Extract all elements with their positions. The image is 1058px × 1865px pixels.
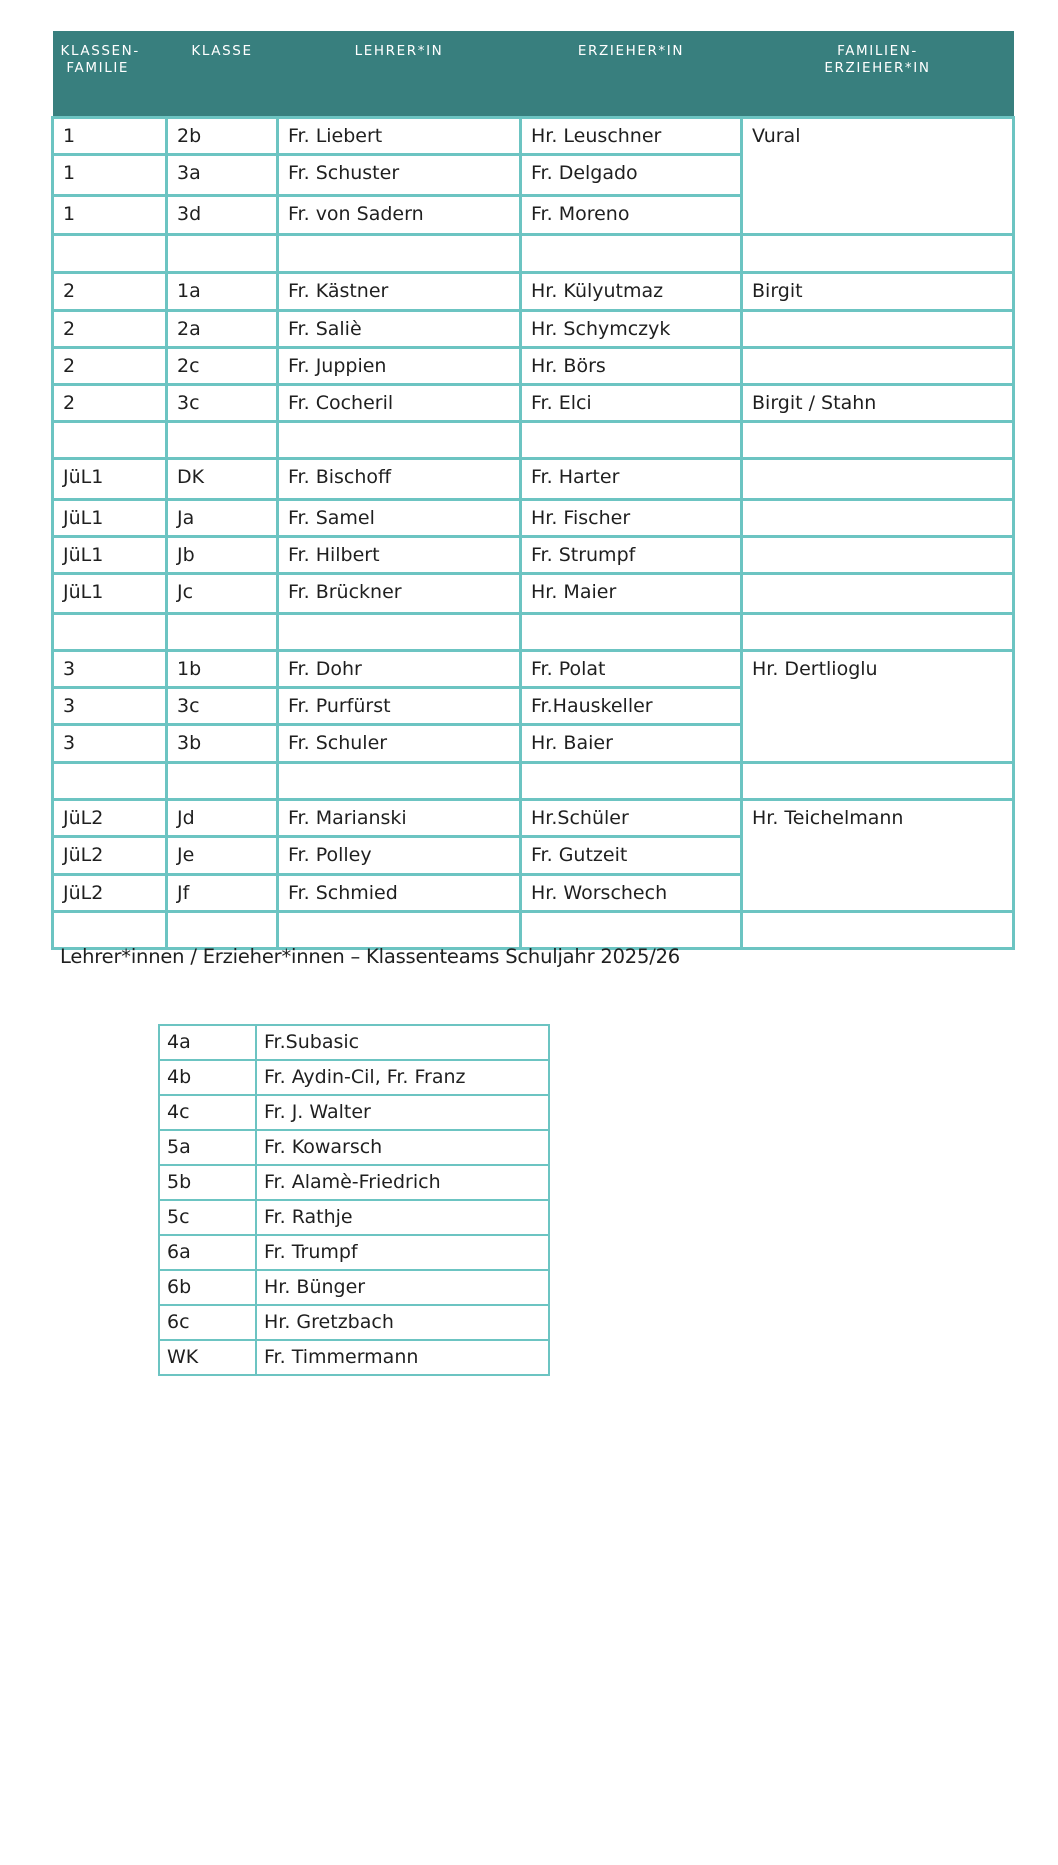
cell-familienerzieher: Hr. Dertlioglu (742, 651, 1014, 763)
cell-klasse: 3c (167, 385, 278, 422)
cell-familie: 2 (53, 311, 167, 348)
spacer-row (53, 912, 1014, 949)
cell-familienerzieher (742, 311, 1014, 348)
table-row (53, 537, 1014, 574)
cell-familie (53, 763, 167, 800)
table-row (53, 800, 1014, 837)
cell-klasse (167, 763, 278, 800)
cell-lehrer: Fr. Timmermann (256, 1340, 549, 1375)
header-lehrer: LEHRER*IN (278, 31, 521, 118)
cell-familie: 2 (53, 348, 167, 385)
cell-familie (53, 912, 167, 949)
cell-familienerzieher (742, 763, 1014, 800)
cell-erzieher: Hr.Schüler (521, 800, 742, 837)
cell-klasse (167, 235, 278, 273)
cell-familie (53, 422, 167, 459)
cell-lehrer: Fr. Juppien (278, 348, 521, 385)
table-row (53, 500, 1014, 537)
cell-klasse: DK (167, 459, 278, 500)
cell-familie (53, 614, 167, 651)
cell-klasse: Je (167, 837, 278, 875)
cell-erzieher (521, 235, 742, 273)
table-row (53, 459, 1014, 500)
cell-familie: 3 (53, 725, 167, 763)
side-table-row (159, 1130, 549, 1165)
cell-familienerzieher (742, 235, 1014, 273)
side-table-row (159, 1340, 549, 1375)
cell-lehrer (278, 614, 521, 651)
cell-erzieher: Hr. Baier (521, 725, 742, 763)
table-body (53, 118, 1014, 949)
spacer-row (53, 763, 1014, 800)
cell-lehrer: Fr. Marianski (278, 800, 521, 837)
cell-familie: JüL1 (53, 459, 167, 500)
cell-klasse: 4b (159, 1060, 256, 1095)
table-row (53, 574, 1014, 614)
cell-erzieher: Fr. Polat (521, 651, 742, 688)
cell-lehrer: Fr. Schuler (278, 725, 521, 763)
cell-erzieher: Hr. Worschech (521, 875, 742, 912)
cell-familie: 1 (53, 196, 167, 235)
cell-klasse: Jb (167, 537, 278, 574)
side-table-row (159, 1025, 549, 1060)
side-table-body (159, 1025, 549, 1375)
cell-erzieher: Fr. Harter (521, 459, 742, 500)
cell-erzieher: Hr. Börs (521, 348, 742, 385)
cell-klasse: Jd (167, 800, 278, 837)
table-row (53, 651, 1014, 688)
cell-familie: JüL1 (53, 500, 167, 537)
cell-erzieher: Fr.Hauskeller (521, 688, 742, 725)
class-teams-table (51, 31, 1015, 950)
cell-klasse: Jf (167, 875, 278, 912)
cell-erzieher: Hr. Fischer (521, 500, 742, 537)
cell-lehrer: Fr. Bischoff (278, 459, 521, 500)
header-familienerzieher: FAMILIEN- ERZIEHER*IN (742, 31, 1014, 118)
cell-lehrer (278, 235, 521, 273)
cell-familienerzieher (742, 459, 1014, 500)
cell-klasse: 2a (167, 311, 278, 348)
cell-familienerzieher: Vural (742, 118, 1014, 235)
cell-familie: JüL2 (53, 875, 167, 912)
cell-familienerzieher: Hr. Teichelmann (742, 800, 1014, 912)
cell-lehrer: Fr. Samel (278, 500, 521, 537)
cell-erzieher: Fr. Moreno (521, 196, 742, 235)
side-table-row (159, 1270, 549, 1305)
cell-klasse: 3b (167, 725, 278, 763)
cell-klasse: Jc (167, 574, 278, 614)
cell-lehrer: Fr. Trumpf (256, 1235, 549, 1270)
side-table-row (159, 1305, 549, 1340)
cell-familienerzieher (742, 912, 1014, 949)
cell-klasse: 1b (167, 651, 278, 688)
cell-erzieher (521, 422, 742, 459)
cell-familienerzieher (742, 500, 1014, 537)
spacer-row (53, 235, 1014, 273)
cell-familie: JüL1 (53, 537, 167, 574)
cell-klasse: 2b (167, 118, 278, 155)
table-header-row (53, 31, 1014, 118)
spacer-row (53, 614, 1014, 651)
cell-lehrer: Hr. Gretzbach (256, 1305, 549, 1340)
cell-klasse (167, 912, 278, 949)
cell-erzieher: Hr. Schymczyk (521, 311, 742, 348)
cell-klasse: 1a (167, 273, 278, 311)
cell-erzieher: Fr. Delgado (521, 155, 742, 196)
cell-klasse: 6c (159, 1305, 256, 1340)
spacer-row (53, 422, 1014, 459)
cell-klasse: 5a (159, 1130, 256, 1165)
side-table-row (159, 1200, 549, 1235)
cell-erzieher: Hr. Maier (521, 574, 742, 614)
cell-erzieher: Hr. Külyutmaz (521, 273, 742, 311)
cell-familienerzieher: Birgit / Stahn (742, 385, 1014, 422)
side-table-row (159, 1235, 549, 1270)
cell-familie: 3 (53, 688, 167, 725)
cell-erzieher (521, 763, 742, 800)
cell-klasse: 4c (159, 1095, 256, 1130)
cell-erzieher: Fr. Elci (521, 385, 742, 422)
cell-klasse: 3c (167, 688, 278, 725)
cell-familie: 1 (53, 118, 167, 155)
cell-familie: 1 (53, 155, 167, 196)
cell-familie: 2 (53, 385, 167, 422)
table-row (53, 118, 1014, 155)
table-row (53, 273, 1014, 311)
cell-lehrer: Fr. Rathje (256, 1200, 549, 1235)
cell-lehrer: Fr. Kästner (278, 273, 521, 311)
cell-klasse: 3d (167, 196, 278, 235)
cell-lehrer: Fr. Cocheril (278, 385, 521, 422)
cell-klasse: 5b (159, 1165, 256, 1200)
header-erzieher: ERZIEHER*IN (521, 31, 742, 118)
cell-lehrer: Hr. Bünger (256, 1270, 549, 1305)
cell-klasse: 6a (159, 1235, 256, 1270)
cell-lehrer: Fr.Subasic (256, 1025, 549, 1060)
cell-lehrer (278, 763, 521, 800)
cell-erzieher: Hr. Leuschner (521, 118, 742, 155)
cell-lehrer: Fr. Purfürst (278, 688, 521, 725)
table-row (53, 348, 1014, 385)
side-table-row (159, 1165, 549, 1200)
cell-familie: JüL2 (53, 800, 167, 837)
cell-klasse (167, 614, 278, 651)
table-row (53, 385, 1014, 422)
cell-familie (53, 235, 167, 273)
cell-klasse: 3a (167, 155, 278, 196)
cell-familienerzieher (742, 614, 1014, 651)
cell-familie: JüL1 (53, 574, 167, 614)
cell-klasse (167, 422, 278, 459)
side-table-row (159, 1060, 549, 1095)
cell-lehrer: Fr. Liebert (278, 118, 521, 155)
cell-lehrer: Fr. Schuster (278, 155, 521, 196)
cell-lehrer: Fr. Saliè (278, 311, 521, 348)
cell-klasse: WK (159, 1340, 256, 1375)
cell-klasse: Ja (167, 500, 278, 537)
cell-erzieher (521, 614, 742, 651)
cell-lehrer (278, 912, 521, 949)
side-table-row (159, 1095, 549, 1130)
cell-familie: 2 (53, 273, 167, 311)
cell-lehrer: Fr. Brückner (278, 574, 521, 614)
cell-lehrer: Fr. Kowarsch (256, 1130, 549, 1165)
cell-lehrer: Fr. J. Walter (256, 1095, 549, 1130)
cell-lehrer: Fr. Alamè-Friedrich (256, 1165, 549, 1200)
cell-lehrer: Fr. Schmied (278, 875, 521, 912)
cell-erzieher (521, 912, 742, 949)
cell-lehrer: Fr. Aydin-Cil, Fr. Franz (256, 1060, 549, 1095)
cell-familienerzieher: Birgit (742, 273, 1014, 311)
cell-erzieher: Fr. Strumpf (521, 537, 742, 574)
cell-familie: 3 (53, 651, 167, 688)
header-klasse: KLASSE (167, 31, 278, 118)
cell-familienerzieher (742, 574, 1014, 614)
cell-familie: JüL2 (53, 837, 167, 875)
cell-lehrer: Fr. Hilbert (278, 537, 521, 574)
cell-lehrer (278, 422, 521, 459)
cell-familienerzieher (742, 537, 1014, 574)
cell-lehrer: Fr. Dohr (278, 651, 521, 688)
table-caption: Lehrer*innen / Erzieher*innen – Klassenteams Schuljahr 2025/26 (60, 945, 680, 968)
table-row (53, 311, 1014, 348)
cell-lehrer: Fr. Polley (278, 837, 521, 875)
header-klassenfamilie: KLASSEN- FAMILIE (53, 31, 167, 118)
cell-klasse: 5c (159, 1200, 256, 1235)
cell-klasse: 4a (159, 1025, 256, 1060)
additional-classes-table (158, 1024, 550, 1376)
cell-klasse: 2c (167, 348, 278, 385)
cell-erzieher: Fr. Gutzeit (521, 837, 742, 875)
cell-familienerzieher (742, 348, 1014, 385)
cell-klasse: 6b (159, 1270, 256, 1305)
cell-familienerzieher (742, 422, 1014, 459)
cell-lehrer: Fr. von Sadern (278, 196, 521, 235)
